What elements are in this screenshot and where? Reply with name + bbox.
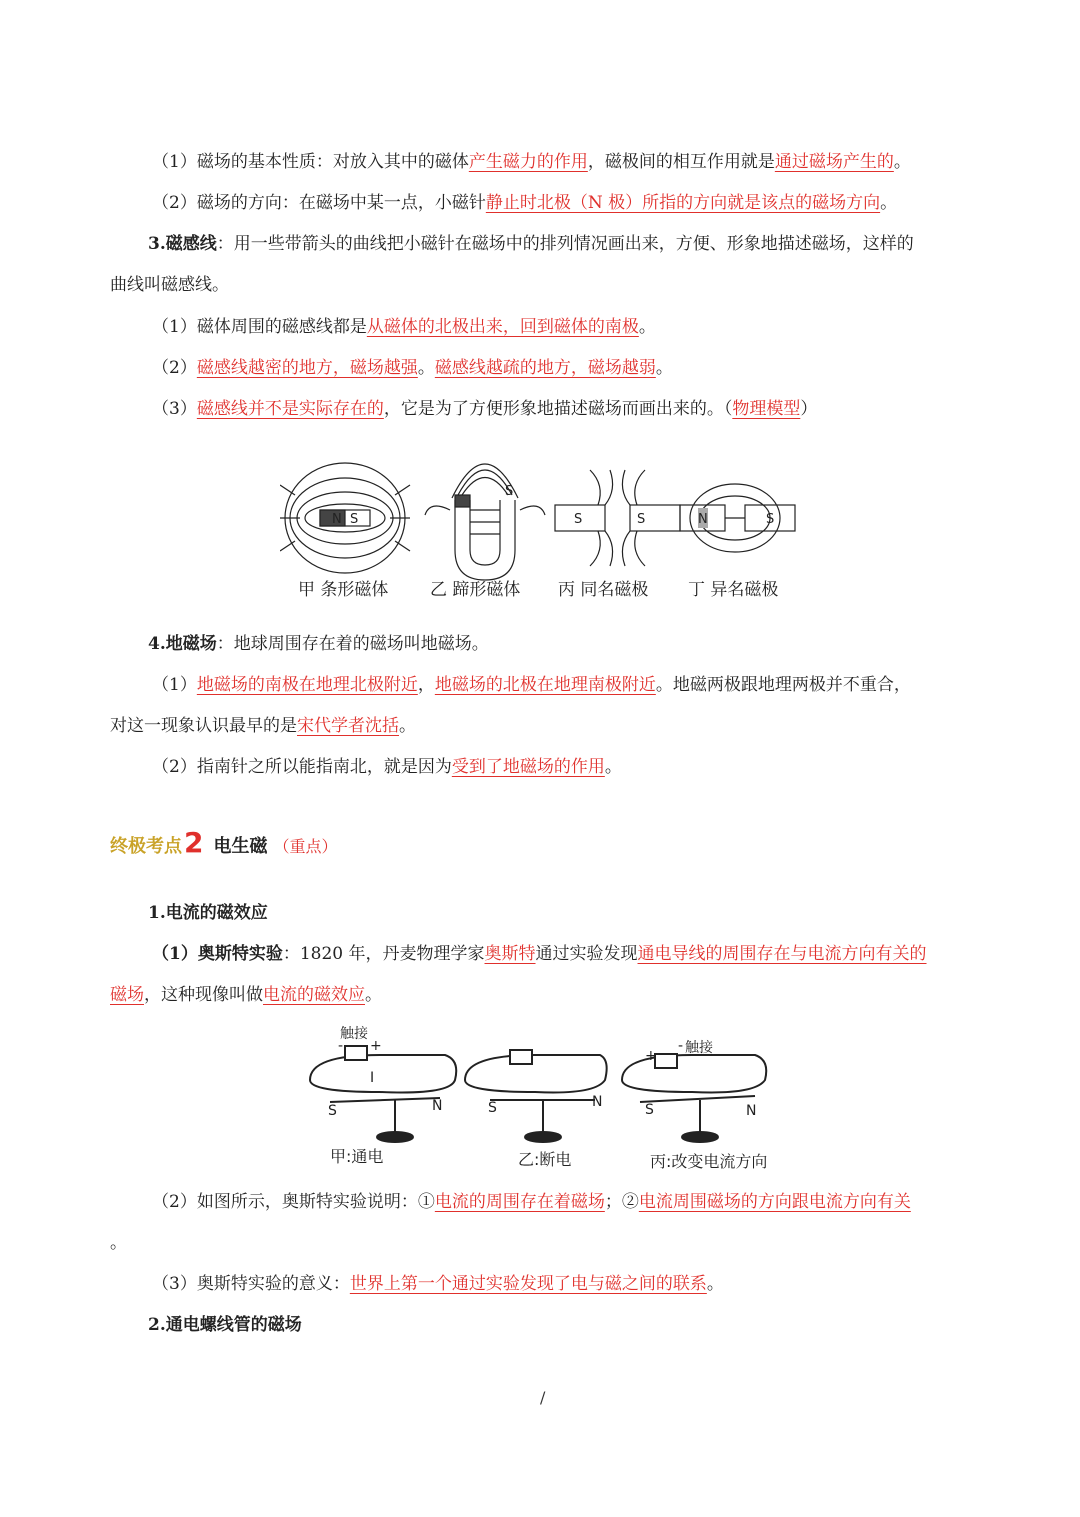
text: （2） (152, 358, 197, 378)
term-label: （1）奥斯特实验 (152, 944, 283, 964)
touch-label: 触接 (340, 1026, 368, 1042)
current-label: I (370, 1070, 375, 1086)
text: （3） (152, 399, 197, 419)
oersted-setup-powered (310, 1046, 456, 1142)
figure-caption: 甲:通电 (330, 1147, 384, 1166)
oersted-setup-unpowered (465, 1050, 607, 1142)
pole-label-s: S (488, 1100, 497, 1116)
text: 。 (417, 358, 435, 378)
answer-text: 通电导线的周围存在与电流方向有关的 (637, 944, 927, 964)
text: （1）磁场的基本性质：对放入其中的磁体 (152, 152, 469, 172)
figure-caption: 乙 蹄形磁体 (430, 580, 521, 600)
text: 。 (110, 1233, 127, 1253)
text: 曲线叫磁感线。 (110, 275, 229, 295)
paragraph-oersted-experiment-cont (110, 983, 382, 1007)
subheading-electromagnetic-effect: 1.电流的磁效应 (148, 903, 268, 923)
pole-label-n: N (746, 1103, 757, 1119)
paragraph-magnetic-field-property (152, 150, 911, 174)
paragraph-field-lines-1 (152, 315, 656, 339)
answer-text: 地磁场的北极在地理南极附近 (434, 675, 656, 695)
pole-label-s: S (637, 512, 646, 527)
text: ：1820 年，丹麦物理学家 (282, 944, 485, 964)
section-tag: （重点） (273, 837, 338, 856)
pole-label-n: N (332, 512, 342, 527)
paragraph-oersted-conclusion (152, 1190, 911, 1214)
text: ：地球周围存在着的磁场叫地磁场。 (216, 634, 489, 654)
bar-magnet-diagram (280, 463, 410, 573)
oersted-experiment-figure (300, 1020, 790, 1175)
section-number: 2 (184, 826, 204, 859)
pole-label-s: S (766, 512, 775, 527)
answer-text: 世界上第一个通过实验发现了电与磁之间的联系 (349, 1274, 707, 1294)
text: （1）磁体周围的磁感线都是 (152, 317, 367, 337)
figure-caption: 甲 条形磁体 (298, 580, 389, 600)
text: 。 (655, 358, 673, 378)
paragraph-field-lines-definition-cont (110, 273, 229, 297)
answer-text: 静止时北极（N 极）所指的方向就是该点的磁场方向 (485, 193, 881, 213)
paragraph-geomagnetic-poles (152, 673, 911, 697)
answer-text: 电流的周围存在着磁场 (434, 1192, 605, 1212)
text: （3）奥斯特实验的意义： (152, 1274, 350, 1294)
answer-text: 磁感线越疏的地方，磁场越弱 (434, 358, 656, 378)
figure-caption: 丁 异名磁极 (688, 580, 779, 600)
paragraph-field-lines-3 (152, 397, 817, 421)
answer-text: 地磁场的南极在地理北极附近 (196, 675, 418, 695)
section-heading (110, 826, 338, 862)
pole-label-s: S (574, 512, 583, 527)
answer-text: 产生磁力的作用 (468, 152, 588, 172)
term-label: 4.地磁场 (148, 634, 217, 654)
paragraph-oersted-conclusion-cont (110, 1231, 127, 1255)
answer-text: 磁场 (110, 985, 144, 1005)
minus-sign: - (338, 1038, 344, 1054)
pole-label-s: S (350, 512, 359, 527)
text: ， (417, 675, 435, 695)
text: 。 (880, 193, 898, 213)
paragraph-compass (152, 755, 622, 779)
paragraph-geomagnetic-definition (148, 632, 489, 656)
answer-text: 受到了地磁场的作用 (451, 757, 605, 777)
magnetic-field-lines-figure (280, 440, 810, 610)
pole-label-s: S (328, 1103, 337, 1119)
minus-sign: - (678, 1038, 684, 1054)
plus-sign: + (370, 1038, 382, 1054)
paragraph-field-lines-definition (148, 232, 914, 256)
text: ，这种现像叫做 (144, 985, 263, 1005)
text: 。 (399, 716, 416, 736)
answer-text: 电流的磁效应 (263, 985, 365, 1005)
subheading-solenoid-field: 2.通电螺线管的磁场 (148, 1315, 302, 1335)
page-number: / (540, 1388, 546, 1407)
figure-caption: 乙:断电 (518, 1150, 572, 1169)
text: 通过实验发现 (535, 944, 638, 964)
oersted-setup-reversed-current (622, 1054, 766, 1142)
text: 对这一现象认识最早的是 (110, 716, 297, 736)
paragraph-oersted-significance (152, 1272, 724, 1296)
answer-text: 磁感线越密的地方，磁场越强 (196, 358, 418, 378)
paragraph-field-lines-2 (152, 356, 673, 380)
touch-label: 触接 (685, 1040, 713, 1056)
text: （2）指南针之所以能指南北，就是因为 (152, 757, 452, 777)
figure-caption: 丙:改变电流方向 (650, 1152, 768, 1171)
answer-text: 从磁体的北极出来，回到磁体的南极 (366, 317, 639, 337)
pole-label-s: S (505, 484, 514, 499)
text: 。 (706, 1274, 724, 1294)
text: （2）磁场的方向：在磁场中某一点，小磁针 (152, 193, 486, 213)
answer-text: 磁感线并不是实际存在的 (196, 399, 384, 419)
plus-sign: + (645, 1048, 657, 1064)
text: 。地磁两极跟地理两极并不重合， (655, 675, 911, 695)
text: ：用一些带箭头的曲线把小磁针在磁场中的排列情况画出来，方便、形象地描述磁场，这样的 (216, 234, 914, 254)
pole-label-n: N (698, 512, 708, 527)
answer-text: 奥斯特 (484, 944, 536, 964)
horseshoe-magnet-diagram (425, 464, 545, 580)
text: ，磁极间的相互作用就是 (587, 152, 775, 172)
pole-label-s: S (645, 1102, 654, 1118)
text: （1） (152, 675, 197, 695)
text: 。 (638, 317, 656, 337)
text: （2）如图所示，奥斯特实验说明：① (152, 1192, 435, 1212)
answer-text: 物理模型 (732, 399, 801, 419)
term-label: 3.磁感线 (148, 234, 217, 254)
figure-caption: 丙 同名磁极 (558, 580, 649, 600)
answer-text: 通过磁场产生的 (774, 152, 894, 172)
section-label: 终极考点 (110, 836, 182, 857)
text: 。 (365, 985, 382, 1005)
paragraph-magnetic-field-direction (152, 191, 897, 215)
pole-label-n: N (592, 1094, 603, 1110)
pole-label-n: N (432, 1098, 443, 1114)
text: ） (800, 399, 818, 419)
text: 。 (604, 757, 622, 777)
text: ；② (604, 1192, 639, 1212)
answer-text: 宋代学者沈括 (297, 716, 399, 736)
answer-text: 电流周围磁场的方向跟电流方向有关 (638, 1192, 911, 1212)
text: ，它是为了方便形象地描述磁场而画出来的。（ (383, 399, 733, 419)
section-name: 电生磁 (213, 836, 268, 857)
paragraph-oersted-experiment (152, 942, 927, 966)
text: 。 (893, 152, 911, 172)
paragraph-geomagnetic-poles-cont (110, 714, 416, 738)
